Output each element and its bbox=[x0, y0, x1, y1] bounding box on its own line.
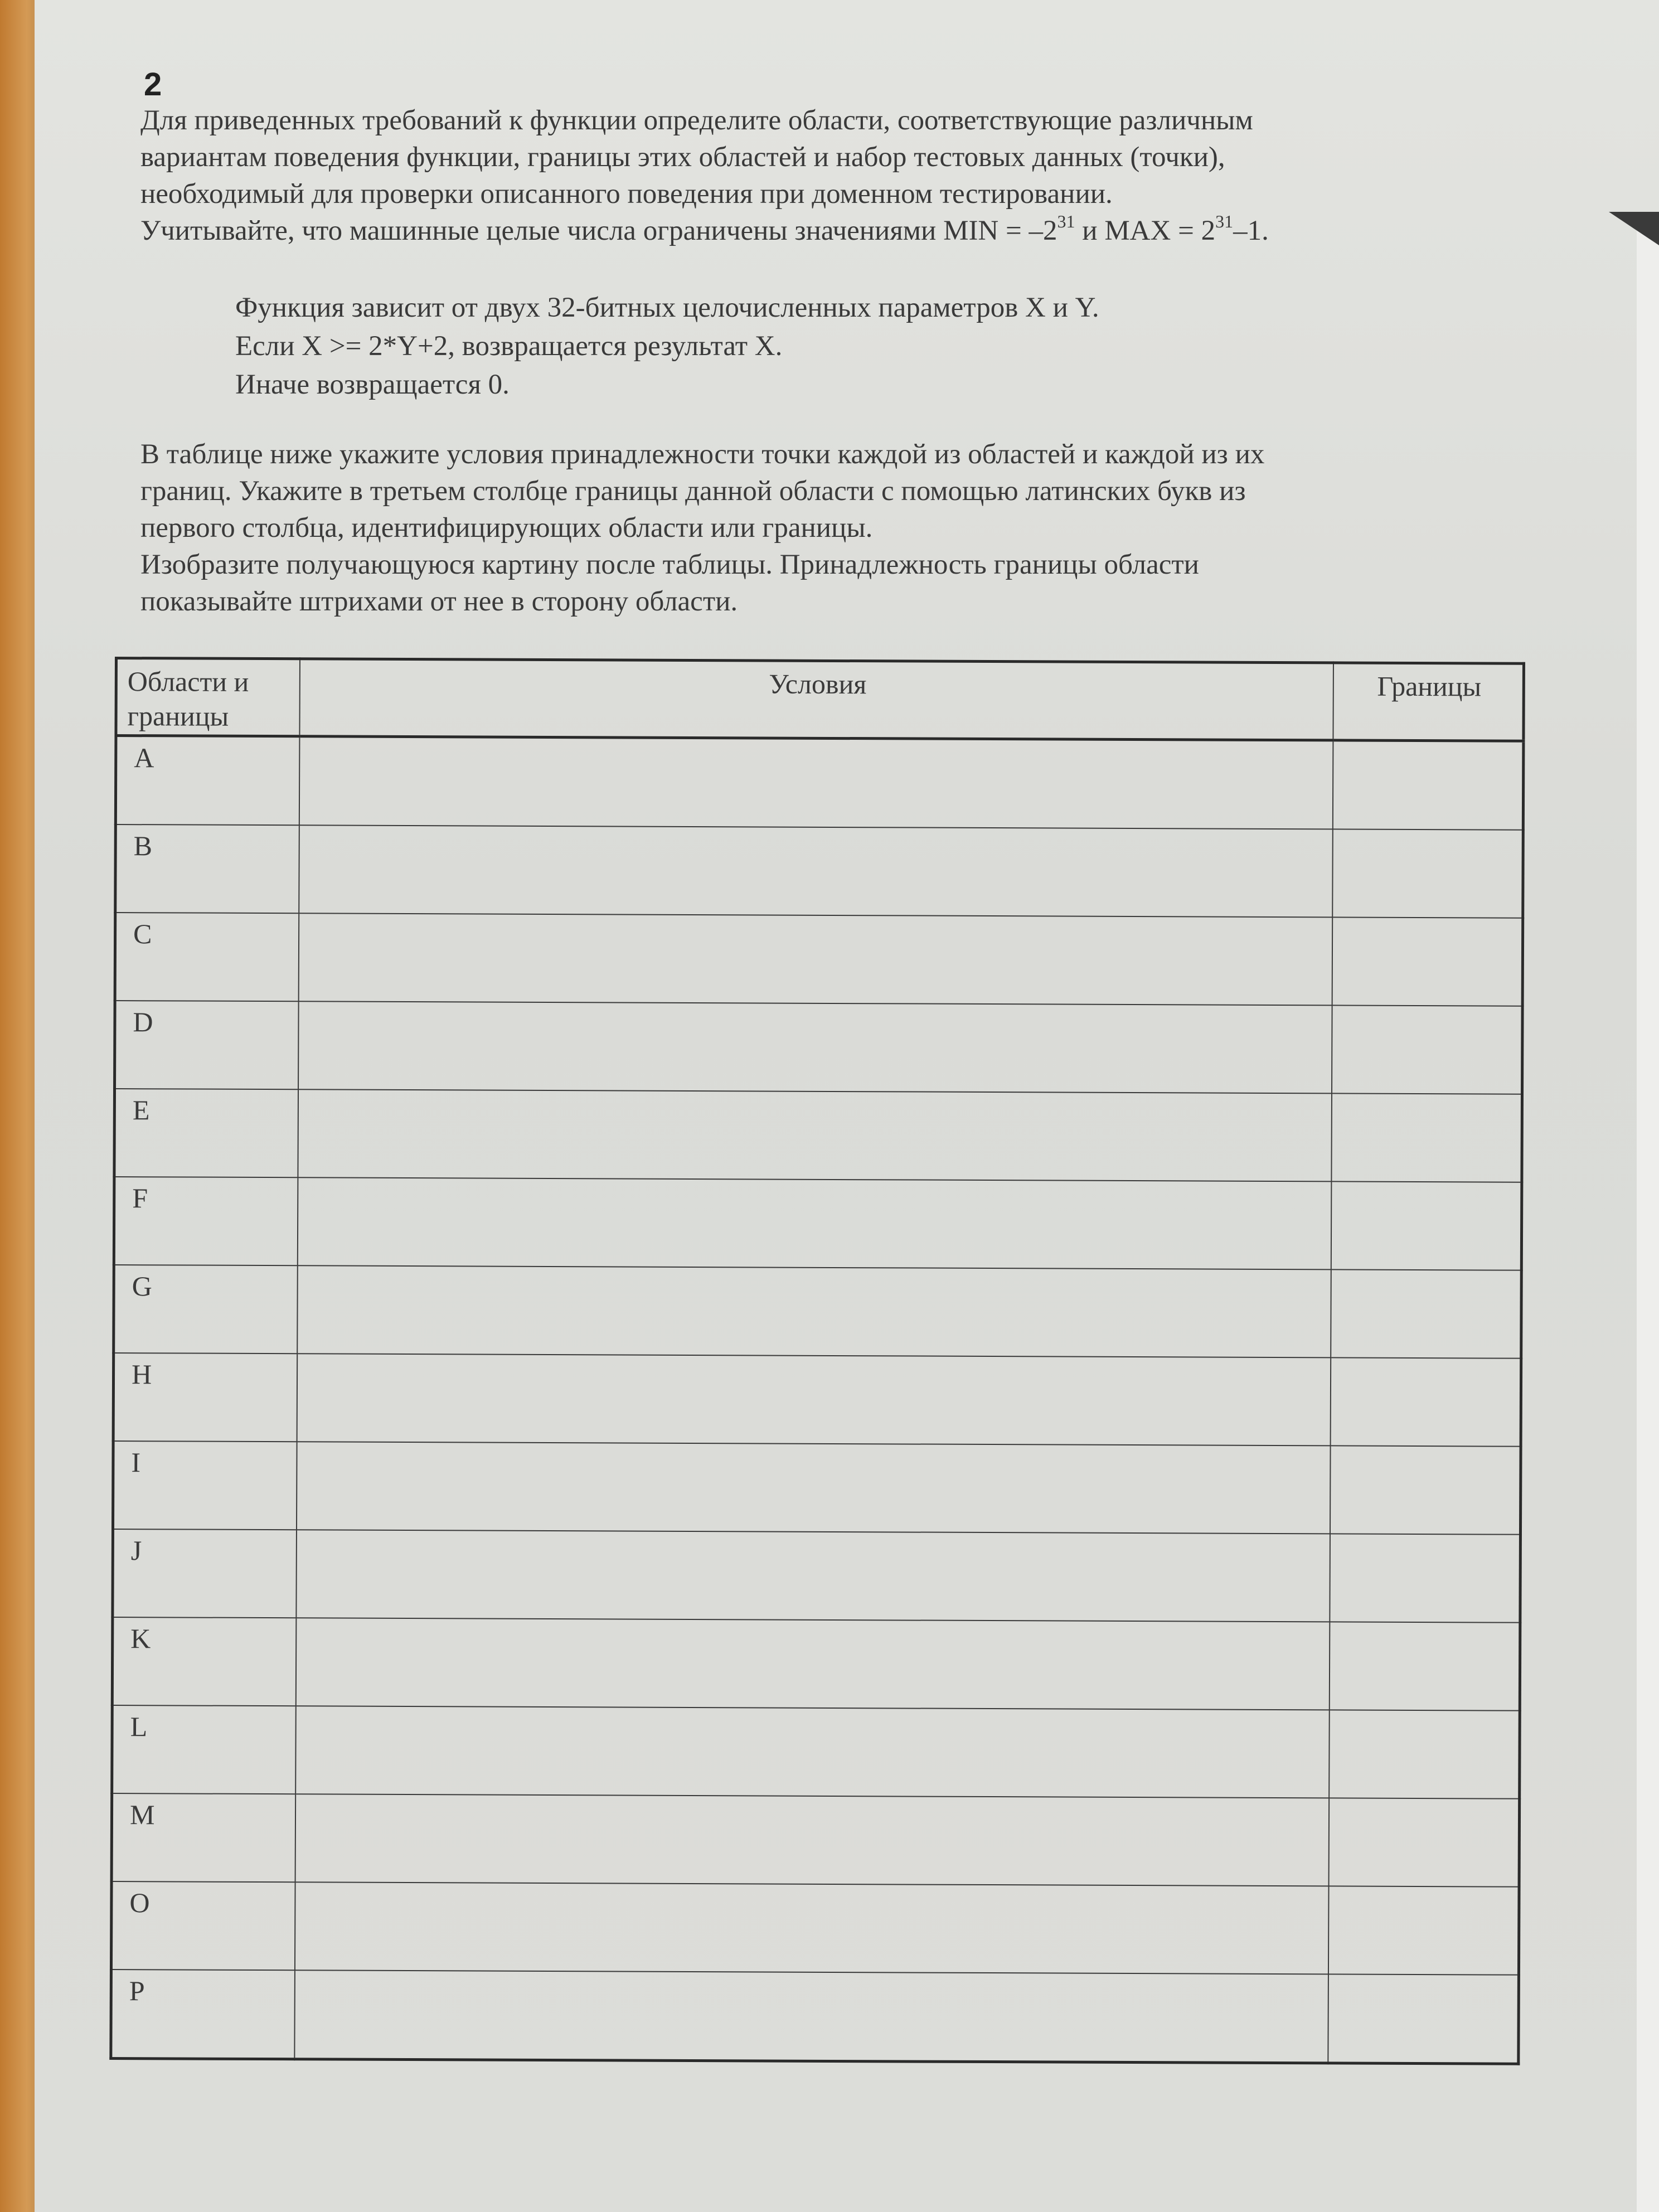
boundary-cell[interactable] bbox=[1332, 829, 1523, 918]
boundary-cell[interactable] bbox=[1331, 1269, 1521, 1358]
row-label: P bbox=[111, 1970, 295, 2059]
table-header-row bbox=[116, 658, 1524, 741]
table-row bbox=[111, 1881, 1519, 1975]
intro-line: вариантам поведения функции, границы этих областей и набор тестовых данных (точки), bbox=[140, 142, 1225, 173]
limits-line bbox=[140, 212, 1478, 249]
row-label: M bbox=[111, 1793, 295, 1882]
table-instructions bbox=[140, 436, 1478, 620]
row-label: G bbox=[114, 1265, 298, 1354]
row-label: D bbox=[115, 1001, 299, 1089]
condition-cell[interactable] bbox=[299, 736, 1333, 830]
instruction-line: показывайте штрихами от нее в сторону области. bbox=[140, 586, 738, 617]
condition-cell[interactable] bbox=[297, 1265, 1331, 1357]
table-row bbox=[114, 1089, 1522, 1182]
table-row bbox=[111, 1970, 1519, 2064]
table-row bbox=[113, 1529, 1521, 1623]
limits-suffix: –1. bbox=[1233, 215, 1269, 246]
header-conditions: Условия bbox=[299, 659, 1333, 740]
row-label: I bbox=[113, 1441, 297, 1530]
row-label: A bbox=[115, 736, 299, 826]
function-spec bbox=[235, 289, 1350, 404]
boundary-cell[interactable] bbox=[1331, 1093, 1522, 1182]
table-body bbox=[111, 736, 1524, 2064]
row-label: E bbox=[114, 1089, 298, 1177]
header-regions: Области и границы bbox=[116, 658, 300, 736]
table-row bbox=[111, 1793, 1520, 1887]
task-number: 2 bbox=[144, 66, 162, 103]
condition-cell[interactable] bbox=[297, 1354, 1331, 1445]
boundary-cell[interactable] bbox=[1328, 1886, 1519, 1975]
max-exponent: 31 bbox=[1215, 211, 1234, 231]
condition-cell[interactable] bbox=[296, 1530, 1330, 1622]
condition-cell[interactable] bbox=[294, 1970, 1328, 2063]
boundary-cell[interactable] bbox=[1330, 1534, 1520, 1622]
underlying-sheet-edge bbox=[1637, 212, 1659, 2212]
domain-table bbox=[109, 657, 1525, 2065]
condition-cell[interactable] bbox=[296, 1618, 1330, 1710]
condition-cell[interactable] bbox=[298, 1089, 1332, 1181]
table-row bbox=[112, 1705, 1520, 1799]
condition-cell[interactable] bbox=[298, 1001, 1332, 1093]
table-row bbox=[112, 1617, 1520, 1711]
table-row bbox=[114, 1177, 1522, 1270]
limits-middle: и MAX = 2 bbox=[1075, 215, 1216, 246]
header-boundaries: Границы bbox=[1333, 663, 1524, 741]
boundary-cell[interactable] bbox=[1330, 1445, 1521, 1534]
row-label: O bbox=[111, 1881, 295, 1970]
row-label: B bbox=[115, 824, 299, 913]
spec-line: Иначе возвращается 0. bbox=[235, 369, 510, 400]
boundary-cell[interactable] bbox=[1329, 1710, 1520, 1798]
intro-line: Для приведенных требований к функции определите области, соответствующие различным bbox=[140, 105, 1253, 136]
instruction-line: первого столбца, идентифицирующих области или границы. bbox=[140, 512, 873, 544]
table-row bbox=[113, 1353, 1521, 1447]
table-row bbox=[114, 1265, 1522, 1359]
row-label: H bbox=[113, 1353, 297, 1442]
row-label: C bbox=[115, 913, 299, 1001]
table-row bbox=[115, 1001, 1523, 1094]
boundary-cell[interactable] bbox=[1332, 1005, 1522, 1094]
boundary-cell[interactable] bbox=[1332, 917, 1523, 1006]
row-label: L bbox=[112, 1705, 296, 1794]
min-exponent: 31 bbox=[1057, 211, 1075, 231]
row-label: J bbox=[113, 1529, 297, 1618]
condition-cell[interactable] bbox=[298, 1177, 1332, 1269]
row-label: F bbox=[114, 1177, 298, 1265]
condition-cell[interactable] bbox=[295, 1794, 1330, 1886]
spec-line: Если X >= 2*Y+2, возвращается результат X. bbox=[235, 331, 783, 362]
table-row bbox=[115, 824, 1524, 918]
page-corner-shadow bbox=[1609, 212, 1659, 245]
boundary-cell[interactable] bbox=[1331, 1181, 1522, 1270]
intro-line: необходимый для проверки описанного поведения при доменном тестировании. bbox=[140, 178, 1113, 210]
instruction-line: границ. Укажите в третьем столбце границы данной области с помощью латинских букв из bbox=[140, 476, 1246, 507]
instruction-line: Изобразите получающуюся картину после таблицы. Принадлежность границы области bbox=[140, 549, 1199, 580]
condition-cell[interactable] bbox=[299, 825, 1333, 917]
condition-cell[interactable] bbox=[295, 1882, 1329, 1974]
spec-line: Функция зависит от двух 32-битных целочисленных параметров X и Y. bbox=[235, 292, 1099, 323]
condition-cell[interactable] bbox=[299, 913, 1333, 1005]
boundary-cell[interactable] bbox=[1331, 1357, 1521, 1446]
limits-prefix: Учитывайте, что машинные целые числа ограничены значениями MIN = –2 bbox=[140, 215, 1058, 246]
condition-cell[interactable] bbox=[297, 1442, 1331, 1534]
boundary-cell[interactable] bbox=[1333, 740, 1524, 830]
instruction-line: В таблице ниже укажите условия принадлежности точки каждой из областей и каждой из их bbox=[140, 439, 1265, 470]
row-label: K bbox=[112, 1617, 296, 1706]
boundary-cell[interactable] bbox=[1329, 1798, 1520, 1886]
boundary-cell[interactable] bbox=[1328, 1974, 1519, 2064]
table-row bbox=[115, 913, 1523, 1006]
condition-cell[interactable] bbox=[295, 1706, 1330, 1798]
table-row bbox=[113, 1441, 1521, 1535]
task-intro bbox=[140, 102, 1478, 249]
table-row bbox=[115, 736, 1524, 830]
boundary-cell[interactable] bbox=[1330, 1622, 1520, 1710]
